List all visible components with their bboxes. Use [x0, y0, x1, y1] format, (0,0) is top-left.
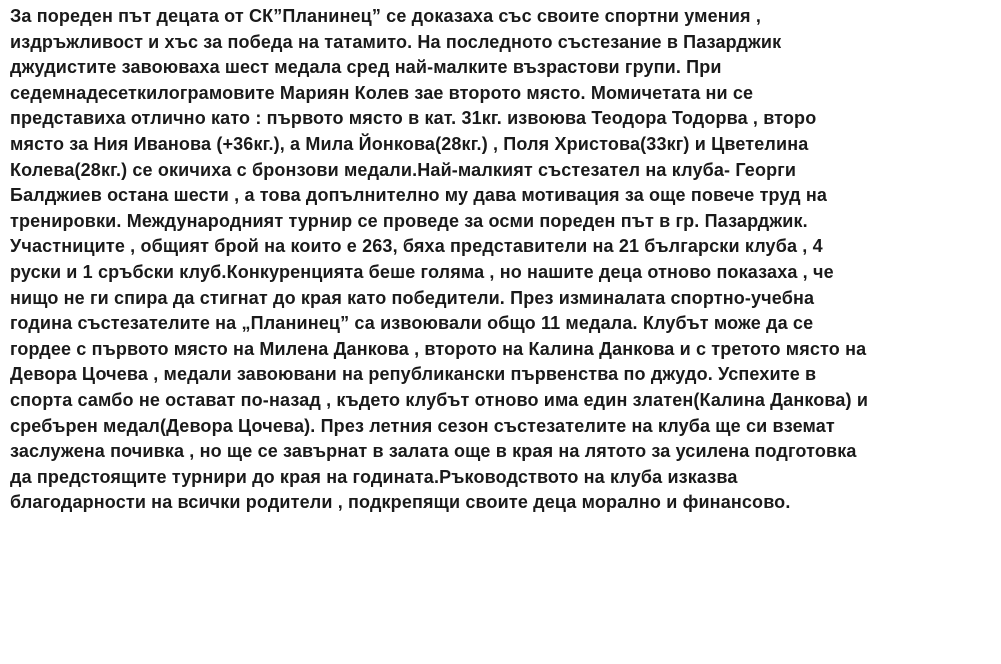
text-line: седемнадесеткилограмовите Мариян Колев зае второто място. Момичетата ни се: [10, 82, 754, 103]
text-line: място за Ния Иванова (+36кг.), а Мила Йонкова(28кг.) , Поля Христова(33кг) и Цветелина: [10, 133, 809, 154]
text-line: сребърен медал(Девора Цочева). През летния сезон състезателите на клуба ще си вземат: [10, 415, 835, 436]
text-line: За пореден път децата от СК”Планинец” се доказаха със своите спортни умения ,: [10, 6, 761, 26]
text-line: джудистите завоюваха шест медала сред най-малките възрастови групи. При: [10, 57, 722, 78]
article-text: [10, 4, 995, 516]
text-line: издръжливост и хъс за победа на татамито. На последното състезание в Пазарджик: [10, 31, 782, 52]
text-line: руски и 1 сръбски клуб.Конкуренцията беше голяма , но нашите деца отново показаха , че: [10, 261, 834, 282]
text-line: благодарности на всички родители , подкрепящи своите деца морално и финансово.: [10, 492, 791, 513]
text-line: нищо не ги спира да стигнат до края като победители. През изминалата спортно-учебна: [10, 287, 815, 308]
text-line: година състезателите на „Планинец” са извоювали общо 11 медала. Клубът може да се: [10, 313, 814, 334]
text-line: да предстоящите турнири до края на годината.Ръководството на клуба изказва: [10, 466, 738, 487]
text-line: тренировки. Международният турнир се проведе за осми пореден път в гр. Пазарджик.: [10, 210, 808, 231]
text-line: Участниците , общият брой на които е 263, бяха представители на 21 български клуба , 4: [10, 236, 823, 257]
text-line: Девора Цочева , медали завоювани на републикански първенства по джудо. Успехите в: [10, 364, 817, 385]
text-line: спорта самбо не остават по-назад , където клубът отново има един златен(Калина Данкова) и: [10, 389, 869, 410]
text-line: Балджиев остана шести , а това допълнително му дава мотивация за още повече труд на: [10, 185, 828, 206]
text-line: представиха отлично като : първото място в кат. 31кг. извоюва Теодора Тодорва , второ: [10, 108, 817, 129]
text-line: заслужена почивка , но ще се завърнат в залата още в края на лятото за усилена подготовка: [10, 441, 857, 462]
text-line: Колева(28кг.) се окичиха с бронзови медали.Най-малкият състезател на клуба- Георги: [10, 159, 797, 180]
text-line: гордее с първото място на Милена Данкова , второто на Калина Данкова и с третото място на: [10, 338, 867, 359]
